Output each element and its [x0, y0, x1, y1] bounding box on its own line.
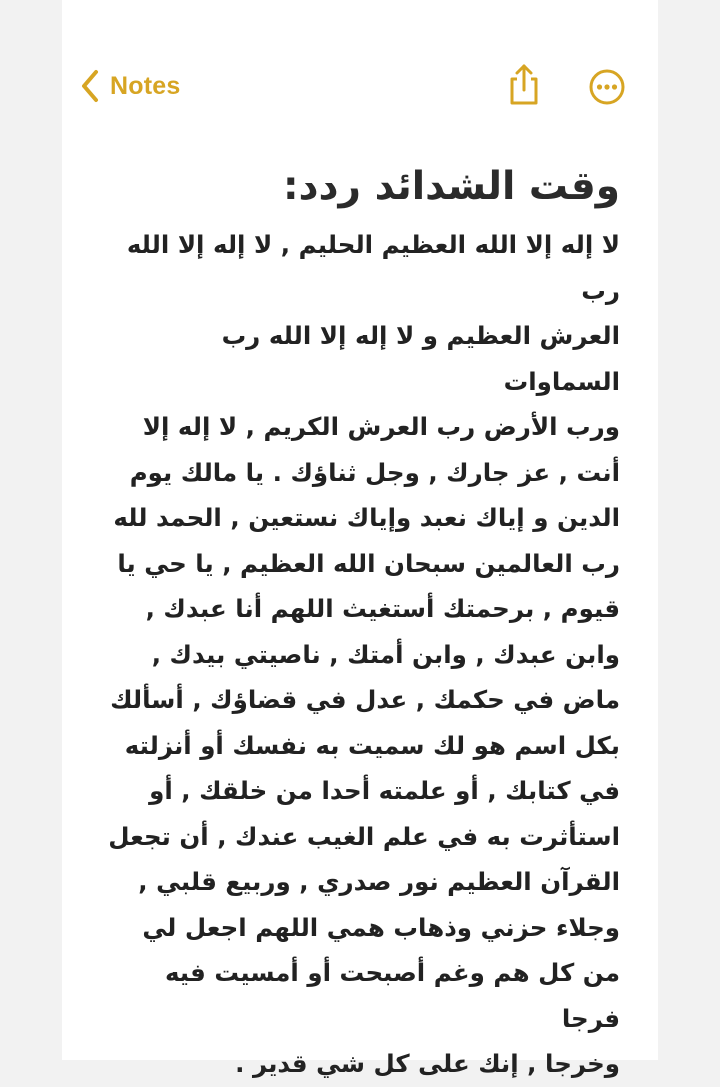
note-title[interactable]: وقت الشدائد ردد:	[282, 164, 620, 209]
back-button[interactable]	[80, 66, 180, 106]
ellipsis-circle-icon	[588, 68, 626, 106]
share-button[interactable]	[505, 62, 543, 106]
share-icon	[505, 62, 543, 106]
more-options-button[interactable]	[588, 68, 626, 106]
back-button-label: Notes	[110, 71, 181, 100]
note-body-text[interactable]: لا إله إلا الله العظيم الحليم , لا إله إلا الله رب العرش العظيم و لا إله إلا الله رب السماوات ورب الأرض رب العرش الكريم , لا إله إلا أنت , عز جارك , وجل ثناؤك . يا مالك يوم الدين و إياك نعبد وإياك نستعين , الحمد لله رب العالمين سبحان الله العظيم , يا حي يا قيوم , برحمتك أستغيث اللهم أنا عبدك , وابن عبدك , وابن أمتك , ناصيتي بيدك , ماض في حكمك , عدل في قضاؤك , أسألك بكل اسم هو لك سميت به نفسك أو أنزلته في كتابك , أو علمته أحدا من خلقك , أو استأثرت به في علم الغيب عندك , أن تجعل القرآن العظيم نور صدري , وربيع قلبي , وجلاء حزني وذهاب همي اللهم اجعل لي من كل هم وغم أصبحت أو أمسيت فيه فرجا وخرجا , إنك على كل شي قدير .	[108, 230, 620, 1078]
chevron-left-icon	[80, 69, 100, 103]
